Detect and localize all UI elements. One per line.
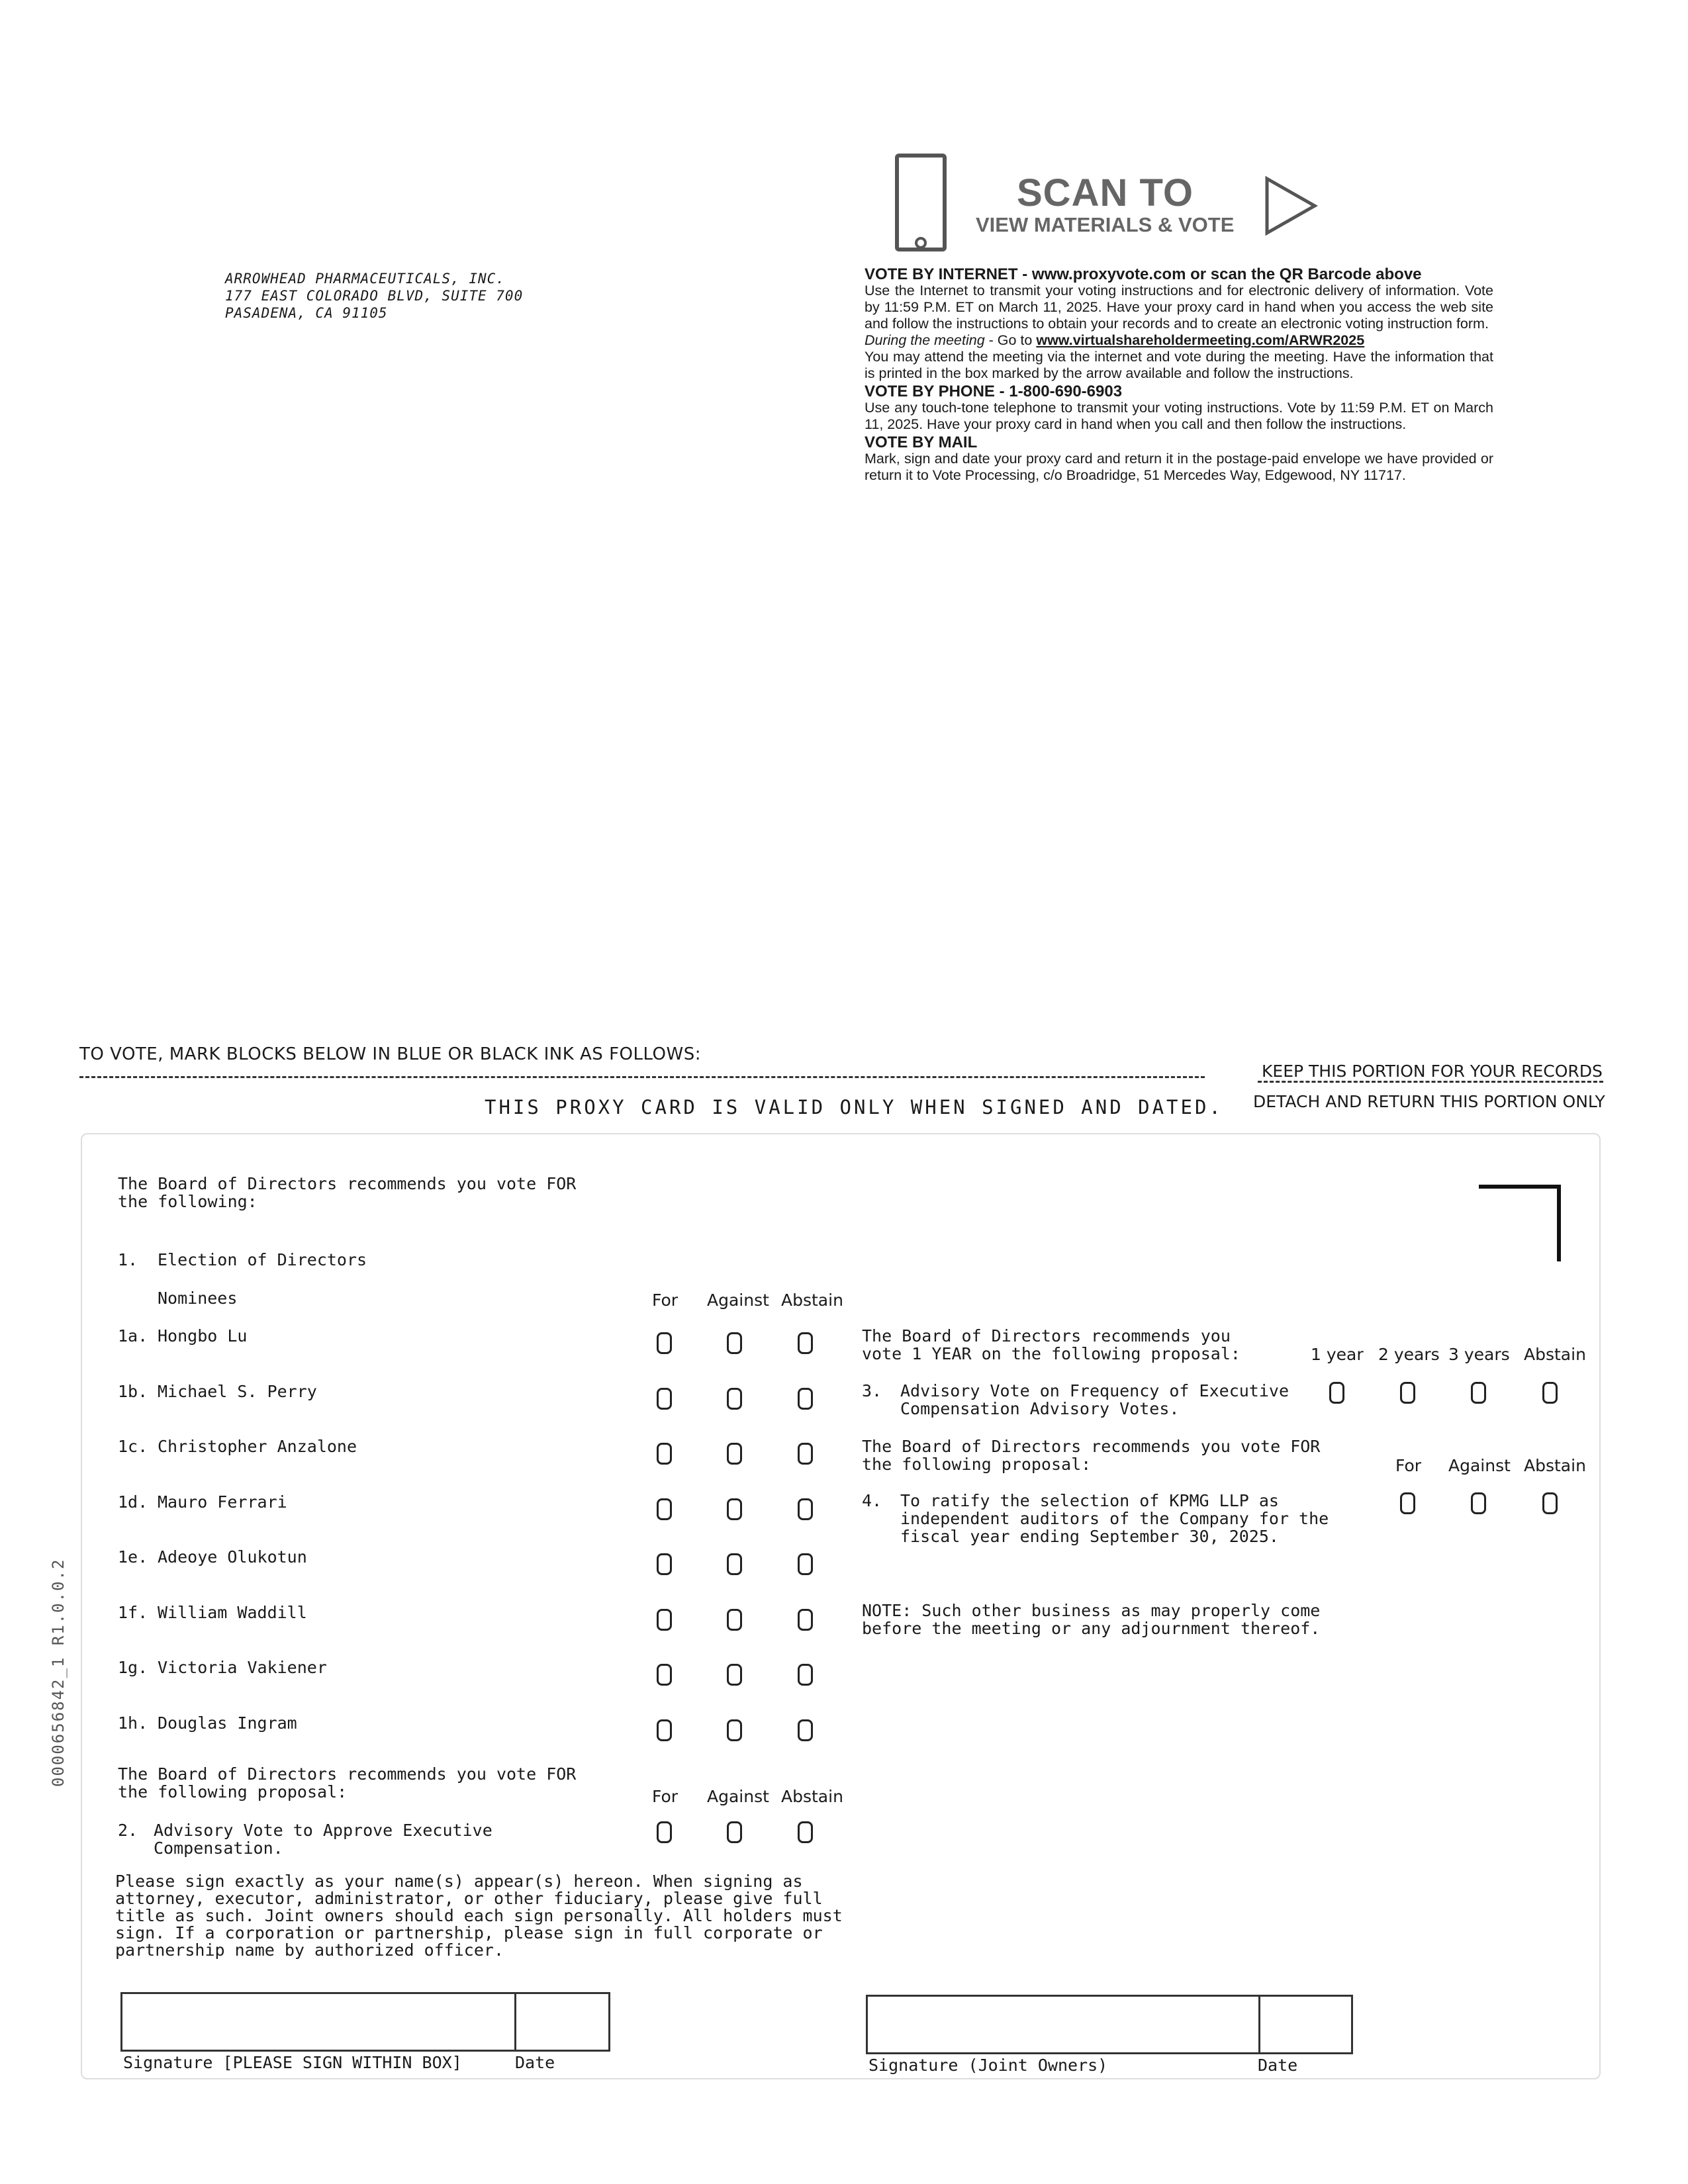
item-3-1year-checkbox[interactable] — [1329, 1382, 1344, 1404]
col-abstain-4: Abstain — [1524, 1456, 1586, 1475]
signature-label: Signature [PLEASE SIGN WITHIN BOX] — [123, 2053, 462, 2072]
voting-instructions — [865, 265, 1493, 484]
item-3-abstain-checkbox[interactable] — [1542, 1382, 1558, 1404]
col-1-year: 1 year — [1311, 1345, 1364, 1364]
nominee-abstain-checkbox[interactable] — [798, 1388, 813, 1410]
col-3-years: 3 years — [1448, 1345, 1510, 1364]
board-recommendation-3: The Board of Directors recommends you vote 1 YEAR on the following proposal: — [862, 1326, 1241, 1363]
nominee-number: 1b. — [118, 1382, 148, 1401]
item-3-3years-checkbox[interactable] — [1471, 1382, 1486, 1404]
item-3-number: 3. — [862, 1381, 882, 1400]
signature-box[interactable] — [120, 1992, 610, 2052]
nominee-number: 1c. — [118, 1437, 148, 1456]
nominee-against-checkbox[interactable] — [727, 1553, 742, 1575]
nominee-against-checkbox[interactable] — [727, 1443, 742, 1465]
detach-line — [79, 1076, 1205, 1078]
company-address — [225, 270, 523, 322]
vote-internet-heading: VOTE BY INTERNET - www.proxyvote.com or scan the QR Barcode above — [865, 265, 1422, 283]
during-meeting-label: During the meeting — [865, 332, 985, 348]
nominee-for-checkbox[interactable] — [657, 1388, 672, 1410]
nominee-number: 1e. — [118, 1547, 148, 1567]
joint-date-label: Date — [1258, 2056, 1298, 2075]
board-recommendation-2: The Board of Directors recommends you vote FOR the following proposal: — [118, 1764, 577, 1801]
nominee-for-checkbox[interactable] — [657, 1609, 672, 1631]
nominee-against-checkbox[interactable] — [727, 1664, 742, 1686]
col-abstain-3: Abstain — [1524, 1345, 1586, 1364]
nominee-name: Christopher Anzalone — [158, 1437, 357, 1456]
nominee-abstain-checkbox[interactable] — [798, 1498, 813, 1520]
nominee-number: 1h. — [118, 1713, 148, 1733]
item-4-text: To ratify the selection of KPMG LLP as independent auditors of the Company for the fiscal year ending September 30, 2025. — [900, 1491, 1329, 1546]
col-against-4: Against — [1448, 1456, 1511, 1475]
joint-signature-label: Signature (Joint Owners) — [868, 2056, 1108, 2075]
nominee-abstain-checkbox[interactable] — [798, 1443, 813, 1465]
nominee-number: 1g. — [118, 1658, 148, 1677]
nominee-abstain-checkbox[interactable] — [798, 1719, 813, 1741]
vote-phone-heading: VOTE BY PHONE - 1-800-690-6903 — [865, 383, 1123, 400]
item-4-abstain-checkbox[interactable] — [1542, 1492, 1558, 1514]
keep-detach-line — [1258, 1081, 1603, 1083]
signing-instructions: Please sign exactly as your name(s) appear(s) hereon. When signing as attorney, executor, administrator, or other fiduciary, please give full title as such. Joint owners should each sign personally. All holders must sign. If a corporation or partnership, please sign in full corporate or partnership name by authorized officer. — [115, 1872, 843, 1960]
scan-subtitle: VIEW MATERIALS & VOTE — [976, 213, 1235, 236]
nominee-number: 1d. — [118, 1492, 148, 1512]
nominee-against-checkbox[interactable] — [727, 1719, 742, 1741]
keep-portion-label: KEEP THIS PORTION FOR YOUR RECORDS — [1262, 1062, 1603, 1081]
nominee-for-checkbox[interactable] — [657, 1332, 672, 1354]
col-for: For — [652, 1291, 679, 1310]
nominee-name: William Waddill — [158, 1603, 307, 1622]
nominee-for-checkbox[interactable] — [657, 1719, 672, 1741]
address-line-1: ARROWHEAD PHARMACEUTICALS, INC. — [225, 271, 505, 287]
col-abstain: Abstain — [781, 1291, 843, 1310]
nominee-for-checkbox[interactable] — [657, 1498, 672, 1520]
nominee-name: Adeoye Olukotun — [158, 1547, 307, 1567]
scan-title: SCAN TO — [1017, 171, 1194, 214]
vote-mail-heading: VOTE BY MAIL — [865, 433, 978, 451]
item-3-text: Advisory Vote on Frequency of Executive Compensation Advisory Votes. — [900, 1381, 1289, 1418]
nominee-number: 1f. — [118, 1603, 148, 1622]
nominee-abstain-checkbox[interactable] — [798, 1332, 813, 1354]
item-4-against-checkbox[interactable] — [1471, 1492, 1486, 1514]
item-1-label: Election of Directors — [158, 1250, 367, 1269]
nominee-name: Mauro Ferrari — [158, 1492, 287, 1512]
item-2-abstain-checkbox[interactable] — [798, 1821, 813, 1843]
phone-icon — [895, 154, 947, 251]
address-line-2: 177 EAST COLORADO BLVD, SUITE 700 — [225, 288, 524, 304]
item-3-2years-checkbox[interactable] — [1400, 1382, 1415, 1404]
detach-return-label: DETACH AND RETURN THIS PORTION ONLY — [1253, 1092, 1605, 1111]
nominee-against-checkbox[interactable] — [727, 1332, 742, 1354]
nominees-label: Nominees — [158, 1289, 238, 1308]
mark-instructions: TO VOTE, MARK BLOCKS BELOW IN BLUE OR BLACK INK AS FOLLOWS: — [79, 1044, 701, 1064]
col-2-years: 2 years — [1378, 1345, 1440, 1364]
during-meeting-body: You may attend the meeting via the internet and vote during the meeting. Have the information that is printed in the box marked by the arrow available and follow the instructions. — [865, 349, 1493, 381]
meeting-url-link[interactable]: www.virtualshareholdermeeting.com/ARWR2025 — [1036, 332, 1365, 348]
nominee-name: Michael S. Perry — [158, 1382, 317, 1401]
item-4-number: 4. — [862, 1491, 882, 1510]
nominee-abstain-checkbox[interactable] — [798, 1664, 813, 1686]
item-1-number: 1. — [118, 1250, 138, 1269]
note-text: NOTE: Such other business as may properly come before the meeting or any adjournment thereof. — [862, 1601, 1321, 1638]
vote-phone-body: Use any touch-tone telephone to transmit your voting instructions. Vote by 11:59 P.M. ET on March 11, 2025. Have your proxy card in hand when you call and then follow the instructions. — [865, 400, 1493, 432]
nominee-against-checkbox[interactable] — [727, 1388, 742, 1410]
col-for-2: For — [652, 1787, 679, 1806]
nominee-number: 1a. — [118, 1326, 148, 1345]
col-for-4: For — [1395, 1456, 1422, 1475]
nominee-abstain-checkbox[interactable] — [798, 1553, 813, 1575]
col-against: Against — [707, 1291, 769, 1310]
vote-mail-body: Mark, sign and date your proxy card and return it in the postage-paid envelope we have provided or return it to Vote Processing, c/o Broadridge, 51 Mercedes Way, Edgewood, NY 11717. — [865, 451, 1493, 483]
arrow-right-icon — [1264, 176, 1319, 236]
item-2-number: 2. — [118, 1821, 138, 1840]
during-meeting-line — [865, 332, 1493, 349]
vote-internet-body: Use the Internet to transmit your voting instructions and for electronic delivery of information. Vote by 11:59 P.M. ET on March 11, 2025. Have your proxy card in hand when you access the web site and follow the instructions to obtain your records and to create an electronic voting instruction form. — [865, 283, 1493, 332]
nominee-abstain-checkbox[interactable] — [798, 1609, 813, 1631]
nominee-for-checkbox[interactable] — [657, 1664, 672, 1686]
board-recommendation-4: The Board of Directors recommends you vote FOR the following proposal: — [862, 1437, 1321, 1474]
item-2-for-checkbox[interactable] — [657, 1821, 672, 1843]
nominee-for-checkbox[interactable] — [657, 1553, 672, 1575]
col-against-2: Against — [707, 1787, 769, 1806]
item-4-for-checkbox[interactable] — [1400, 1492, 1415, 1514]
nominee-for-checkbox[interactable] — [657, 1443, 672, 1465]
joint-signature-box[interactable] — [866, 1995, 1353, 2054]
date-label: Date — [515, 2053, 555, 2072]
item-2-against-checkbox[interactable] — [727, 1821, 742, 1843]
col-abstain-2: Abstain — [781, 1787, 843, 1806]
corner-registration-mark — [1479, 1185, 1561, 1261]
nominee-name: Victoria Vakiener — [158, 1658, 327, 1677]
nominee-against-checkbox[interactable] — [727, 1609, 742, 1631]
item-2-text: Advisory Vote to Approve Executive Compensation. — [154, 1821, 492, 1858]
nominee-against-checkbox[interactable] — [727, 1498, 742, 1520]
valid-notice: THIS PROXY CARD IS VALID ONLY WHEN SIGNED AND DATED. — [485, 1096, 1223, 1118]
board-recommendation-1: The Board of Directors recommends you vote FOR the following: — [118, 1174, 577, 1211]
address-line-3: PASADENA, CA 91105 — [225, 305, 388, 321]
during-meeting-text: - Go to — [984, 332, 1037, 348]
document-code: 0000656842_1 R1.0.0.2 — [49, 1558, 68, 1787]
nominee-name: Hongbo Lu — [158, 1326, 248, 1345]
nominee-name: Douglas Ingram — [158, 1713, 297, 1733]
